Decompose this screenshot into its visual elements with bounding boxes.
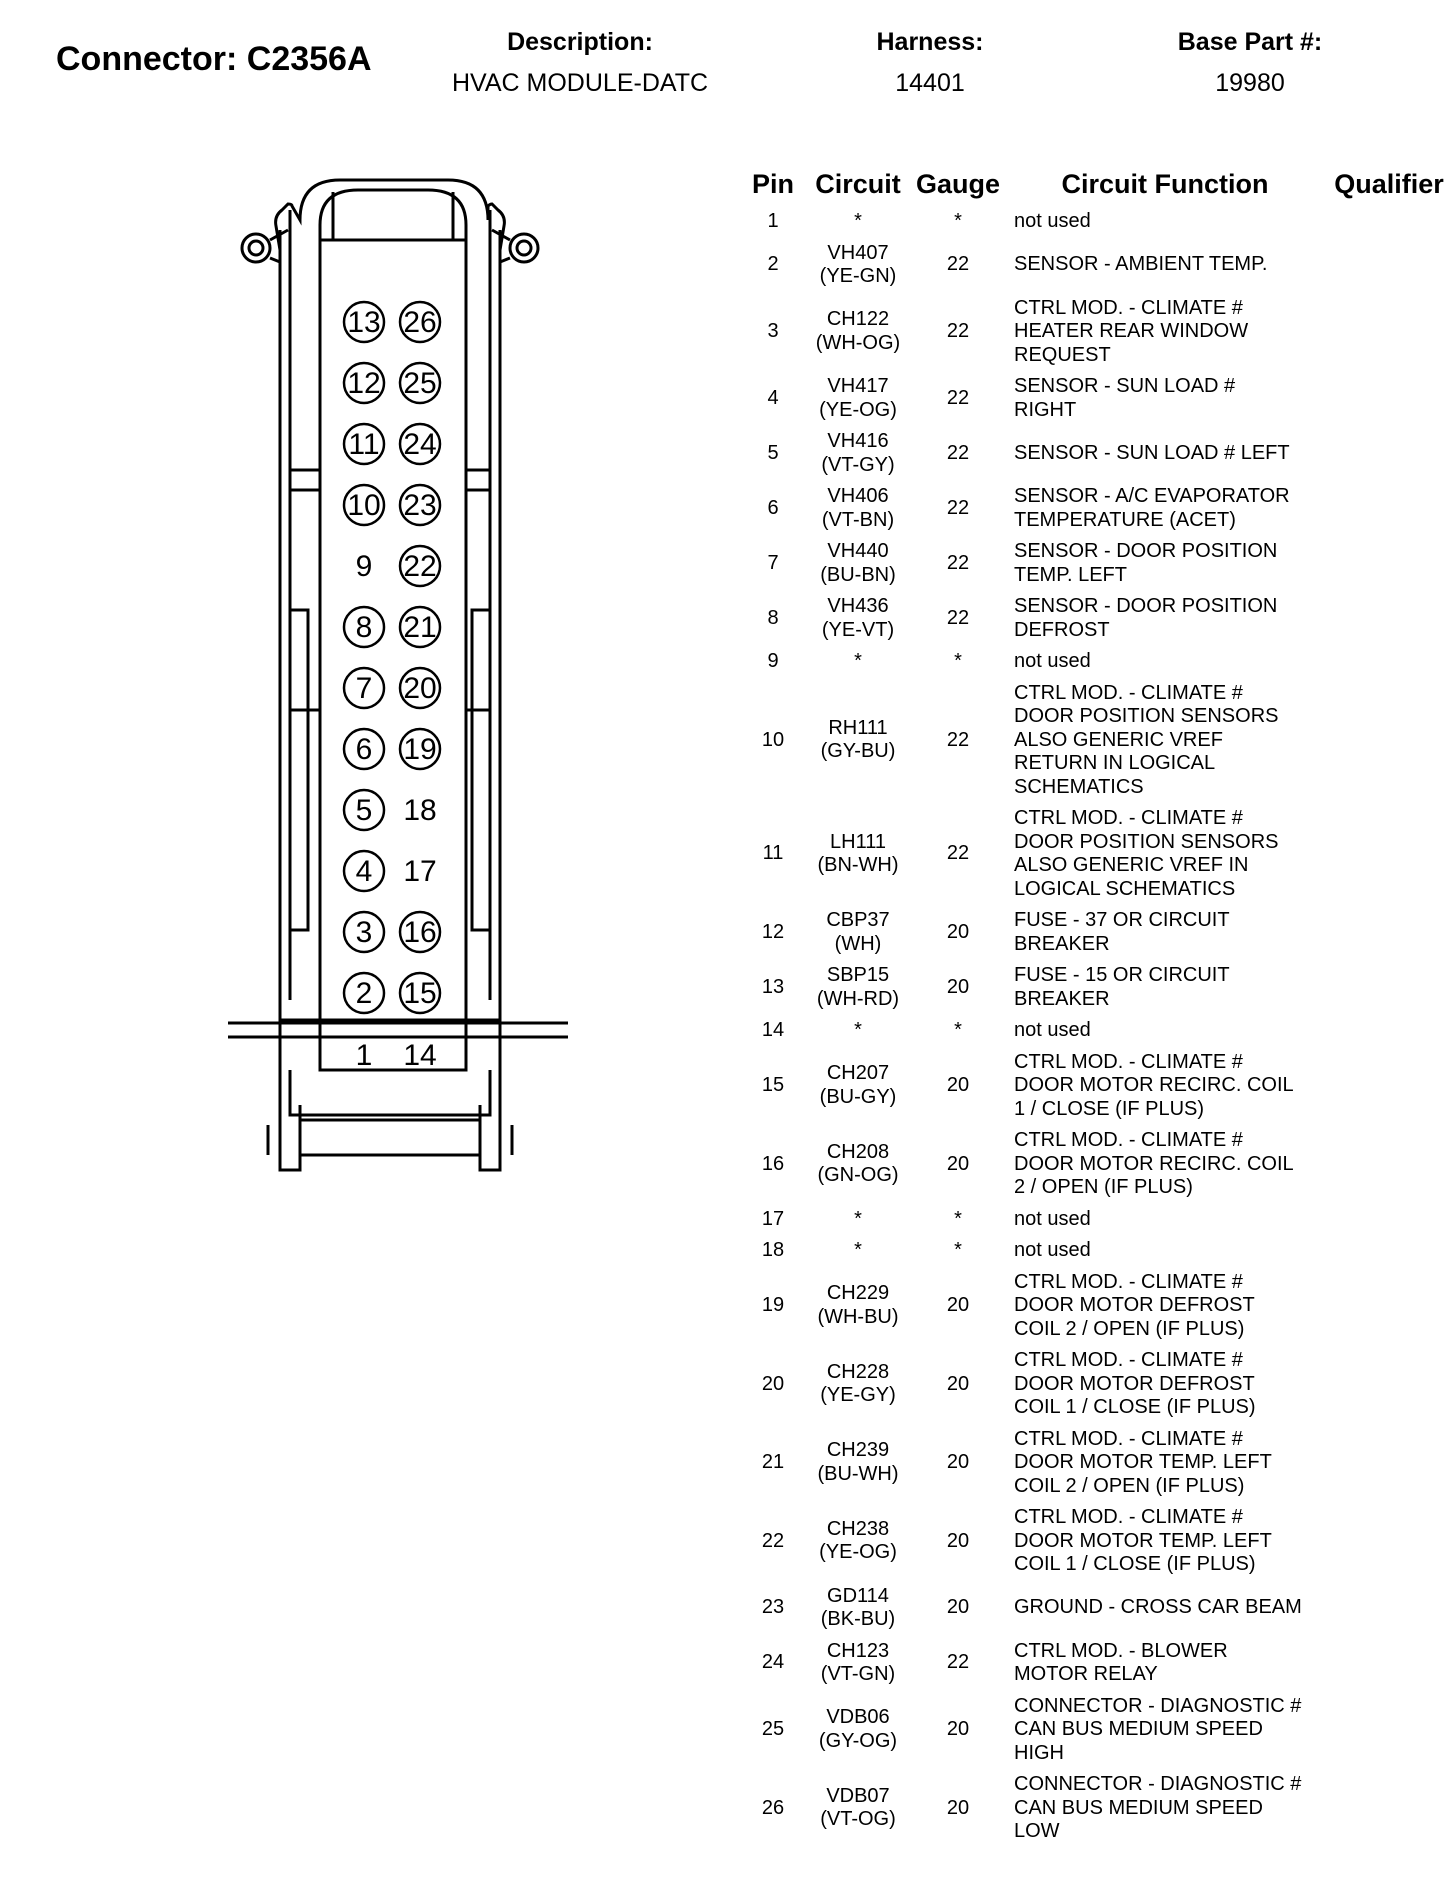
cell-gauge: 20 — [946, 1529, 970, 1552]
table-row — [740, 1345, 1454, 1424]
cell-qualifier — [1324, 1636, 1454, 1691]
cell-function: SENSOR - AMBIENT TEMP. — [1014, 253, 1268, 276]
cell-gauge: 22 — [946, 496, 970, 519]
cell-pin: 17 — [761, 1207, 785, 1230]
cell-function: CONNECTOR - DIAGNOSTIC # CAN BUS MEDIUM SPEED LOW — [1014, 1773, 1302, 1842]
cell-pin: 19 — [761, 1294, 785, 1316]
cell-circuit: VDB07 (VT-OG) — [820, 1784, 896, 1831]
cell-function: CTRL MOD. - CLIMATE # DOOR MOTOR TEMP. LEFT COIL 2 / OPEN (IF PLUS) — [1014, 1427, 1272, 1497]
cell-function: CTRL MOD. - BLOWER MOTOR RELAY — [1014, 1639, 1228, 1685]
cell-circuit: SBP15 (WH-RD) — [816, 964, 900, 1010]
cell-gauge: 20 — [946, 1152, 970, 1175]
pin-rows — [740, 206, 1454, 1848]
cell-circuit: VH440 (BU-BN) — [820, 540, 896, 586]
table-row — [740, 960, 1454, 1015]
cell-pin: 10 — [761, 728, 785, 751]
cell-function: CTRL MOD. - CLIMATE # DOOR MOTOR RECIRC. COIL 1 / CLOSE (IF PLUS) — [1014, 1050, 1294, 1120]
cell-pin: 5 — [767, 441, 779, 464]
cell-qualifier — [1324, 591, 1454, 646]
pin-number-label: 2 — [355, 977, 373, 1010]
pin-number-label: 24 — [403, 428, 437, 461]
table-row — [740, 591, 1454, 646]
cell-gauge: * — [954, 210, 962, 232]
cell-circuit: VH417 (YE-OG) — [819, 375, 897, 421]
table-row — [740, 1424, 1454, 1503]
cell-gauge: 20 — [946, 1718, 970, 1740]
pin-number-label: 20 — [403, 672, 437, 705]
pin-number-label: 26 — [403, 306, 437, 339]
cell-pin: 22 — [761, 1529, 785, 1552]
cell-pin: 24 — [761, 1651, 785, 1674]
base-part-value: 19980 — [1215, 69, 1285, 97]
header-circuit-function: Circuit Function — [1061, 168, 1269, 199]
table-row — [740, 803, 1454, 905]
pin-number-label: 8 — [355, 611, 373, 644]
cell-circuit: * — [854, 210, 862, 232]
pin-number-label: 12 — [347, 367, 381, 400]
table-row — [740, 646, 1454, 678]
cell-gauge: * — [954, 650, 962, 672]
cell-gauge: 22 — [946, 1651, 970, 1674]
description-block — [440, 28, 720, 98]
cell-circuit: VH436 (YE-VT) — [821, 595, 895, 641]
cell-circuit: VH407 (YE-GN) — [819, 241, 897, 287]
cell-pin: 3 — [767, 320, 779, 342]
cell-function: CTRL MOD. - CLIMATE # DOOR MOTOR DEFROST COIL 1 / CLOSE (IF PLUS) — [1014, 1349, 1256, 1418]
harness-label: Harness: — [876, 28, 984, 56]
description-label: Description: — [507, 28, 653, 56]
cell-pin: 7 — [767, 551, 779, 574]
harness-value: 14401 — [895, 69, 965, 97]
cell-circuit: VH406 (VT-BN) — [821, 485, 895, 531]
harness-block — [830, 28, 1030, 98]
cell-pin: 25 — [761, 1718, 785, 1740]
pin-number-label: 14 — [403, 1039, 437, 1072]
cell-qualifier — [1324, 426, 1454, 481]
cell-circuit: VH416 (VT-GY) — [821, 430, 895, 476]
table-row — [740, 426, 1454, 481]
cell-gauge: 20 — [946, 1372, 970, 1395]
table-row — [740, 905, 1454, 960]
cell-gauge: 22 — [946, 606, 970, 629]
header-pin: Pin — [751, 168, 794, 199]
cell-circuit: CH208 (GN-OG) — [817, 1140, 899, 1187]
cell-pin: 1 — [767, 210, 779, 232]
cell-pin: 4 — [767, 386, 779, 409]
cell-circuit: CH238 (YE-OG) — [819, 1517, 897, 1564]
table-row — [740, 1267, 1454, 1346]
header-circuit: Circuit — [815, 168, 901, 199]
table-row — [740, 1204, 1454, 1236]
table-row — [740, 293, 1454, 372]
table-row — [740, 536, 1454, 591]
header-qualifier: Qualifier — [1334, 168, 1444, 199]
cell-pin: 13 — [761, 975, 785, 998]
cell-function: CONNECTOR - DIAGNOSTIC # CAN BUS MEDIUM SPEED HIGH — [1014, 1694, 1302, 1764]
cell-qualifier — [1324, 905, 1454, 960]
table-row — [740, 1581, 1454, 1636]
cell-qualifier — [1324, 1235, 1454, 1267]
cell-function: CTRL MOD. - CLIMATE # DOOR POSITION SENSORS ALSO GENERIC VREF RETURN IN LOGICAL SCHEMATICS — [1014, 681, 1279, 798]
cell-qualifier — [1324, 1015, 1454, 1047]
connector-title: Connector: C2356A — [56, 40, 372, 78]
pin-table — [740, 162, 1454, 1848]
cell-function: FUSE - 37 OR CIRCUIT BREAKER — [1014, 909, 1230, 955]
cell-pin: 15 — [761, 1074, 785, 1096]
cell-function: CTRL MOD. - CLIMATE # DOOR POSITION SENSORS ALSO GENERIC VREF IN LOGICAL SCHEMATICS — [1014, 807, 1279, 900]
cell-function: CTRL MOD. - CLIMATE # DOOR MOTOR RECIRC. COIL 2 / OPEN (IF PLUS) — [1014, 1129, 1294, 1198]
cell-function: GROUND - CROSS CAR BEAM — [1014, 1596, 1302, 1619]
cell-qualifier — [1324, 1424, 1454, 1503]
cell-qualifier — [1324, 1769, 1454, 1848]
table-row — [740, 1047, 1454, 1126]
cell-function: SENSOR - DOOR POSITION DEFROST — [1014, 595, 1278, 641]
cell-qualifier — [1324, 238, 1454, 293]
cell-function: CTRL MOD. - CLIMATE # DOOR MOTOR TEMP. LEFT COIL 1 / CLOSE (IF PLUS) — [1014, 1506, 1272, 1575]
table-row — [740, 678, 1454, 804]
cell-qualifier — [1324, 293, 1454, 372]
pin-number-label: 17 — [403, 855, 437, 888]
cell-function: not used — [1014, 1019, 1091, 1041]
pin-number-label: 23 — [403, 489, 437, 522]
table-row — [740, 1015, 1454, 1047]
cell-qualifier — [1324, 536, 1454, 591]
table-row — [740, 1691, 1454, 1770]
cell-circuit: CH229 (WH-BU) — [817, 1282, 899, 1328]
cell-circuit: RH111 (GY-BU) — [820, 716, 896, 763]
cell-function: CTRL MOD. - CLIMATE # HEATER REAR WINDOW REQUEST — [1014, 296, 1249, 366]
cell-pin: 9 — [767, 650, 779, 672]
pin-number-label: 21 — [403, 611, 437, 644]
cell-gauge: 20 — [946, 1596, 970, 1619]
table-row — [740, 1125, 1454, 1204]
cell-qualifier — [1324, 1691, 1454, 1770]
pin-number-label: 9 — [355, 550, 373, 583]
table-row — [740, 1502, 1454, 1581]
cell-qualifier — [1324, 1581, 1454, 1636]
description-value: HVAC MODULE-DATC — [451, 69, 709, 97]
cell-qualifier — [1324, 960, 1454, 1015]
cell-qualifier — [1324, 371, 1454, 426]
pin-number-label: 5 — [355, 794, 373, 827]
cell-circuit: CH122 (WH-OG) — [815, 308, 901, 354]
table-row — [740, 481, 1454, 536]
cell-function: SENSOR - A/C EVAPORATOR TEMPERATURE (ACET) — [1014, 485, 1290, 531]
cell-pin: 6 — [767, 496, 779, 519]
cell-gauge: 22 — [946, 320, 970, 342]
cell-qualifier — [1324, 803, 1454, 905]
base-part-block — [1140, 28, 1360, 98]
pin-number-label: 18 — [403, 794, 437, 827]
cell-circuit: LH111 (BN-WH) — [817, 830, 899, 876]
cell-circuit: * — [854, 1207, 862, 1230]
table-header-row — [740, 162, 1454, 206]
cell-pin: 23 — [761, 1596, 785, 1619]
cell-gauge: 22 — [946, 441, 970, 464]
connector-outline — [228, 180, 568, 1170]
cell-gauge: * — [954, 1019, 962, 1041]
pin-number-label: 25 — [403, 367, 437, 400]
cell-function: SENSOR - SUN LOAD # RIGHT — [1014, 375, 1236, 421]
cell-circuit: * — [854, 1019, 862, 1041]
cell-qualifier — [1324, 1125, 1454, 1204]
table-row — [740, 1235, 1454, 1267]
cell-circuit: CH239 (BU-WH) — [817, 1439, 899, 1485]
cell-function: CTRL MOD. - CLIMATE # DOOR MOTOR DEFROST COIL 2 / OPEN (IF PLUS) — [1014, 1270, 1255, 1340]
cell-qualifier — [1324, 481, 1454, 536]
pin-grid — [344, 302, 440, 1072]
cell-gauge: 20 — [946, 1796, 970, 1819]
cell-function: not used — [1014, 650, 1091, 672]
pin-number-label: 11 — [348, 428, 380, 461]
cell-gauge: 20 — [946, 975, 970, 998]
cell-circuit: * — [854, 650, 862, 672]
cell-function: not used — [1014, 1239, 1091, 1261]
cell-pin: 16 — [761, 1152, 785, 1175]
table-row — [740, 1636, 1454, 1691]
cell-function: not used — [1014, 1207, 1091, 1230]
cell-gauge: 22 — [946, 551, 970, 574]
pin-number-label: 16 — [403, 916, 437, 949]
cell-qualifier — [1324, 1502, 1454, 1581]
cell-qualifier — [1324, 1204, 1454, 1236]
cell-gauge: 20 — [946, 1294, 970, 1316]
pin-number-label: 10 — [347, 489, 381, 522]
cell-qualifier — [1324, 1047, 1454, 1126]
cell-gauge: * — [954, 1239, 962, 1261]
cell-qualifier — [1324, 206, 1454, 238]
cell-gauge: 20 — [946, 1451, 970, 1473]
pin-number-label: 1 — [355, 1039, 373, 1072]
pin-number-label: 4 — [355, 855, 373, 888]
base-part-label: Base Part #: — [1177, 28, 1323, 56]
pin-number-label: 6 — [355, 733, 373, 766]
pin-number-label: 13 — [347, 306, 381, 339]
cell-gauge: 22 — [946, 386, 970, 409]
table-row — [740, 371, 1454, 426]
cell-function: FUSE - 15 OR CIRCUIT BREAKER — [1014, 964, 1230, 1010]
cell-circuit: CH207 (BU-GY) — [819, 1062, 897, 1108]
cell-circuit: CBP37 (WH) — [826, 909, 890, 955]
table-row — [740, 206, 1454, 238]
cell-pin: 21 — [761, 1451, 785, 1473]
cell-pin: 12 — [761, 920, 785, 943]
pin-number-label: 15 — [403, 977, 437, 1010]
cell-qualifier — [1324, 1345, 1454, 1424]
cell-gauge: * — [954, 1207, 962, 1230]
cell-qualifier — [1324, 678, 1454, 804]
cell-function: not used — [1014, 210, 1091, 232]
pin-number-label: 22 — [403, 550, 437, 583]
cell-qualifier — [1324, 1267, 1454, 1346]
connector-diagram — [228, 170, 568, 1200]
table-row — [740, 238, 1454, 293]
pin-number-label: 7 — [355, 672, 373, 705]
cell-pin: 20 — [761, 1372, 785, 1395]
cell-circuit: VDB06 (GY-OG) — [818, 1706, 898, 1752]
pin-number-label: 19 — [403, 733, 437, 766]
cell-pin: 2 — [767, 253, 779, 276]
cell-pin: 11 — [762, 842, 784, 865]
cell-pin: 26 — [761, 1796, 785, 1819]
cell-function: SENSOR - SUN LOAD # LEFT — [1014, 441, 1290, 464]
cell-pin: 14 — [761, 1019, 785, 1041]
cell-pin: 8 — [767, 606, 779, 629]
cell-gauge: 22 — [946, 253, 970, 276]
cell-qualifier — [1324, 646, 1454, 678]
cell-gauge: 22 — [946, 728, 970, 751]
header-gauge: Gauge — [915, 168, 1001, 199]
cell-function: SENSOR - DOOR POSITION TEMP. LEFT — [1014, 540, 1278, 586]
table-row — [740, 1769, 1454, 1848]
cell-gauge: 20 — [946, 1074, 970, 1096]
cell-circuit: * — [854, 1239, 862, 1261]
cell-pin: 18 — [761, 1239, 785, 1261]
cell-gauge: 22 — [946, 842, 970, 865]
cell-circuit: CH123 (VT-GN) — [820, 1639, 896, 1685]
cell-gauge: 20 — [946, 920, 970, 943]
cell-circuit: CH228 (YE-GY) — [820, 1360, 896, 1407]
pin-number-label: 3 — [355, 916, 373, 949]
cell-circuit: GD114 (BK-BU) — [820, 1584, 896, 1630]
